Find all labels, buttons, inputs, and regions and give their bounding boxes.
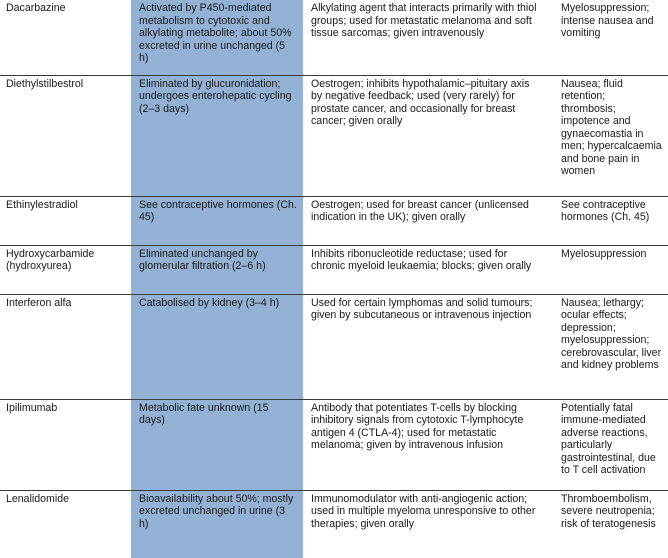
drug-name-cell: Diethylstilbestrol [0,75,131,196]
pharmacokinetics-cell: Eliminated by glucuronidation; undergoes enterohepatic cycling (2–3 days) [131,75,303,196]
adverse-effects-cell: Nausea; lethargy; ocular effects; depression; myelosuppression; cerebrovascular, liver and kidney problems [553,294,668,399]
table-row [0,196,668,245]
mechanism-use-cell: Antibody that potentiates T-cells by blocking inhibitory signals from cytotoxic T-lymphocyte antigen 4 (CTLA-4); used for metastatic melanoma; given by intravenous infusion [303,399,553,490]
pharmacokinetics-cell: Activated by P450-mediated metabolism to cytotoxic and alkylating metabolite; about 50% excreted in urine unchanged (5 h) [131,0,303,75]
drug-name-cell: Ethinylestradiol [0,196,131,245]
pharmacokinetics-cell: See contraceptive hormones (Ch. 45) [131,196,303,245]
drug-name-cell: Lenalidomide [0,490,131,558]
mechanism-use-cell: Used for certain lymphomas and solid tumours; given by subcutaneous or intravenous injection [303,294,553,399]
table-row [0,490,668,558]
pharmacokinetics-cell: Metabolic fate unknown (15 days) [131,399,303,490]
drug-name-cell: Dacarbazine [6,2,66,14]
pharmacokinetics-cell: Bioavailability about 50%; mostly excreted unchanged in urine (3 h) [131,490,303,558]
table-row [0,399,668,490]
mechanism-use-cell: Oestrogen; used for breast cancer (unlicensed indication in the UK); given orally [303,196,553,245]
drug-name-cell: Ipilimumab [0,399,131,490]
drug-name-cell: Hydroxycarbamide (hydroxyurea) [0,245,131,294]
drug-name-cell: Interferon alfa [0,294,131,399]
mechanism-use-cell: Alkylating agent that interacts primarily with thiol groups; used for metastatic melanoma and soft tissue sarcomas; given intravenously [311,2,537,39]
adverse-effects-cell: Myelosuppression [553,245,668,294]
adverse-effects-cell: Potentially fatal immune-mediated adverse reactions, particularly gastrointestinal, due to T cell activation [553,399,668,490]
adverse-effects-cell: Nausea; fluid retention; thrombosis; impotence and gynaecomastia in men; hypercalcaemia and bone pain in women [553,75,668,196]
pharmacokinetics-cell: Eliminated unchanged by glomerular filtration (2–6 h) [131,245,303,294]
adverse-effects-cell: See contraceptive hormones (Ch. 45) [553,196,668,245]
mechanism-use-cell: Inhibits ribonucleotide reductase; used for chronic myeloid leukaemia; blocks; given orally [303,245,553,294]
pharmacokinetics-cell: Catabolised by kidney (3–4 h) [131,294,303,399]
mechanism-use-cell: Immunomodulator with anti-angiogenic action; used in multiple myeloma unresponsive to other therapies; given orally [303,490,553,558]
table-row [0,0,668,75]
table-row [0,294,668,399]
adverse-effects-cell: Myelosuppression; intense nausea and vomiting [561,2,654,39]
table-row [0,245,668,294]
table-row [0,75,668,196]
mechanism-use-cell: Oestrogen; inhibits hypothalamic–pituitary axis by negative feedback; used (very rarely) for prostate cancer, and occasionally for breast cancer; given orally [303,75,553,196]
adverse-effects-cell: Thromboembolism, severe neutropenia; risk of teratogenesis [553,490,668,558]
